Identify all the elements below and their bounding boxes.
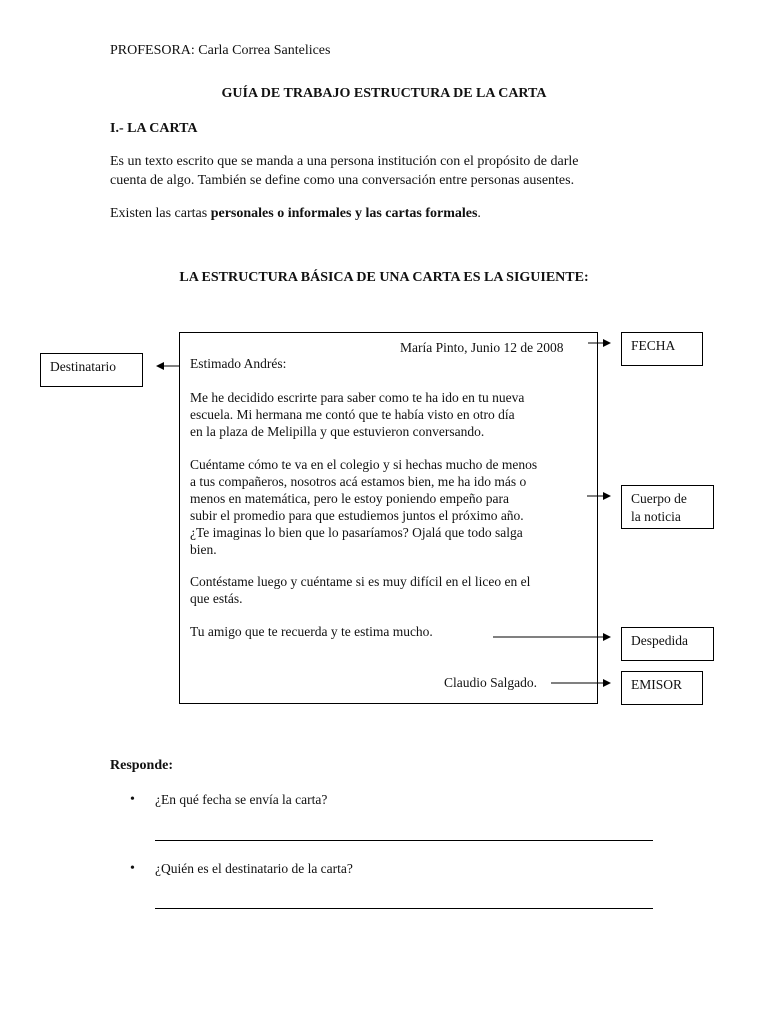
section-heading: I.- LA CARTA: [110, 121, 198, 136]
label-cuerpo-line: Cuerpo de: [631, 491, 687, 506]
question-1: ¿En qué fecha se envía la carta?: [155, 792, 328, 807]
answer-line-2[interactable]: [155, 908, 653, 909]
label-emisor: EMISOR: [621, 671, 703, 705]
responde-heading: Responde:: [110, 758, 174, 773]
definition-line: Es un texto escrito que se manda a una persona institución con el propósito de darle: [110, 154, 579, 169]
letter-line: que estás.: [190, 591, 243, 606]
letter-line: escuela. Mi hermana me contó que te había visto en otro día: [190, 407, 515, 422]
definition-line: cuenta de algo. También se define como una conversación entre personas ausentes.: [110, 173, 575, 188]
letter-closing: Tu amigo que te recuerda y te estima mucho.: [190, 624, 433, 639]
answer-line-1[interactable]: [155, 840, 653, 841]
letter-date: María Pinto, Junio 12 de 2008: [400, 340, 564, 355]
guide-title: GUÍA DE TRABAJO ESTRUCTURA DE LA CARTA: [221, 86, 547, 101]
types-prefix: Existen las cartas: [110, 206, 211, 221]
letter-line: Contéstame luego y cuéntame si es muy difícil en el liceo en el: [190, 574, 531, 589]
structure-heading: LA ESTRUCTURA BÁSICA DE UNA CARTA ES LA SIGUIENTE:: [179, 270, 589, 285]
bullet: •: [130, 792, 135, 807]
letter-greeting: Estimado Andrés:: [190, 356, 287, 371]
letter-line: bien.: [190, 542, 217, 557]
letter-line: ¿Te imaginas lo bien que lo pasaríamos? Ojalá que todo salga: [190, 525, 523, 540]
label-fecha: FECHA: [621, 332, 703, 366]
label-cuerpo-line: la noticia: [631, 509, 681, 524]
teacher-name: PROFESORA: Carla Correa Santelices: [110, 43, 331, 58]
letter-line: Cuéntame cómo te va en el colegio y si hechas mucho de menos: [190, 457, 538, 472]
letter-line: a tus compañeros, nosotros acá estamos bien, me ha ido más o: [190, 474, 527, 489]
types-bold: personales o informales y las cartas formales: [210, 206, 478, 221]
bullet: •: [130, 861, 135, 876]
letter-line: Me he decidido escrirte para saber como te ha ido en tu nueva: [190, 390, 525, 405]
label-destinatario: Destinatario: [40, 353, 143, 387]
letter-signature: Claudio Salgado.: [444, 675, 537, 690]
letter-line: en la plaza de Melipilla y que estuvieron conversando.: [190, 424, 485, 439]
types-suffix: .: [477, 206, 481, 221]
letter-line: subir el promedio para que estudiemos juntos el próximo año.: [190, 508, 524, 523]
letter-line: menos en matemática, pero le estoy poniendo empeño para: [190, 491, 510, 506]
question-2: ¿Quién es el destinatario de la carta?: [155, 861, 353, 876]
label-despedida: Despedida: [621, 627, 714, 661]
